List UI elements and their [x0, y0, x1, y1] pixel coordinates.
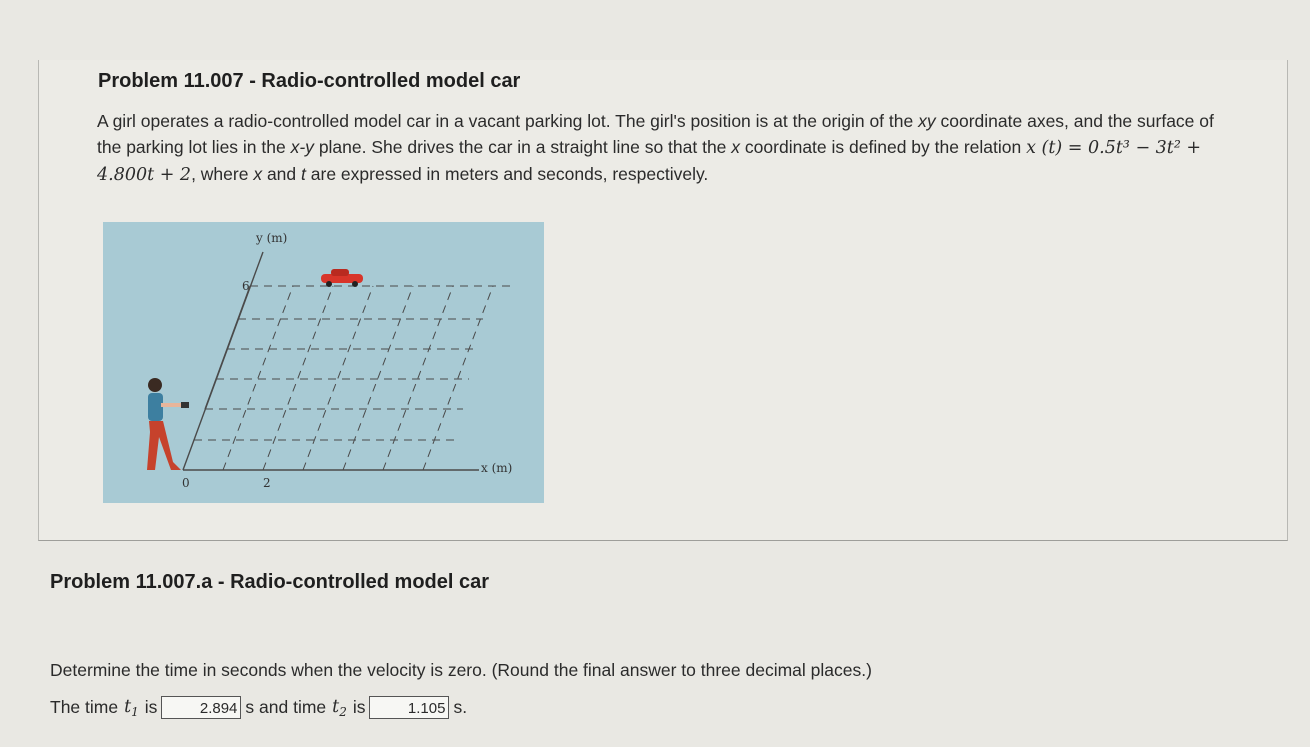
x-axis-label: x (m) — [481, 461, 513, 475]
t1-symbol: $t_1$ — [124, 696, 139, 719]
parking-grid — [183, 252, 510, 470]
girl-icon — [147, 378, 189, 470]
model-car-icon — [321, 269, 363, 287]
position-equation: x (t) = 0.5t³ − 3t² + 4.800t + 2 — [97, 138, 1202, 185]
y-tick-6: 6 — [242, 279, 250, 293]
question-text: Determine the time in seconds when the velocity is zero. (Round the final answer to three decimal places.) — [50, 660, 872, 680]
problem-statement: A girl operates a radio-controlled model car in a vacant parking lot. The girl's position is at the origin of the xy coordinate axes, and the surface of the parking lot lies in the x-y plane. She drives the car in a straight line so that the x coordinate is defined by the relation x (t) = 0.5t³ − 3t² + 4.800t + 2, where x and t are expressed in meters and seconds, respectively. — [97, 111, 1214, 185]
part-title: Problem 11.007.a - Radio-controlled model car — [50, 571, 490, 593]
figure-drawing — [103, 222, 544, 503]
y-axis-label: y (m) — [256, 231, 288, 245]
t2-answer-input[interactable]: 1.105 — [369, 696, 449, 719]
problem-title: Problem 11.007 - Radio-controlled model car — [98, 70, 521, 92]
answer-line: The time $t_1$ is 2.894 s and time $t_2$ is 1.105 s. — [50, 696, 468, 719]
t2-symbol: $t_2$ — [332, 696, 347, 719]
t1-answer-input[interactable]: 2.894 — [161, 696, 241, 719]
x-tick-2: 2 — [263, 476, 271, 490]
x-tick-0: 0 — [182, 476, 190, 490]
parking-lot-figure — [103, 222, 544, 503]
